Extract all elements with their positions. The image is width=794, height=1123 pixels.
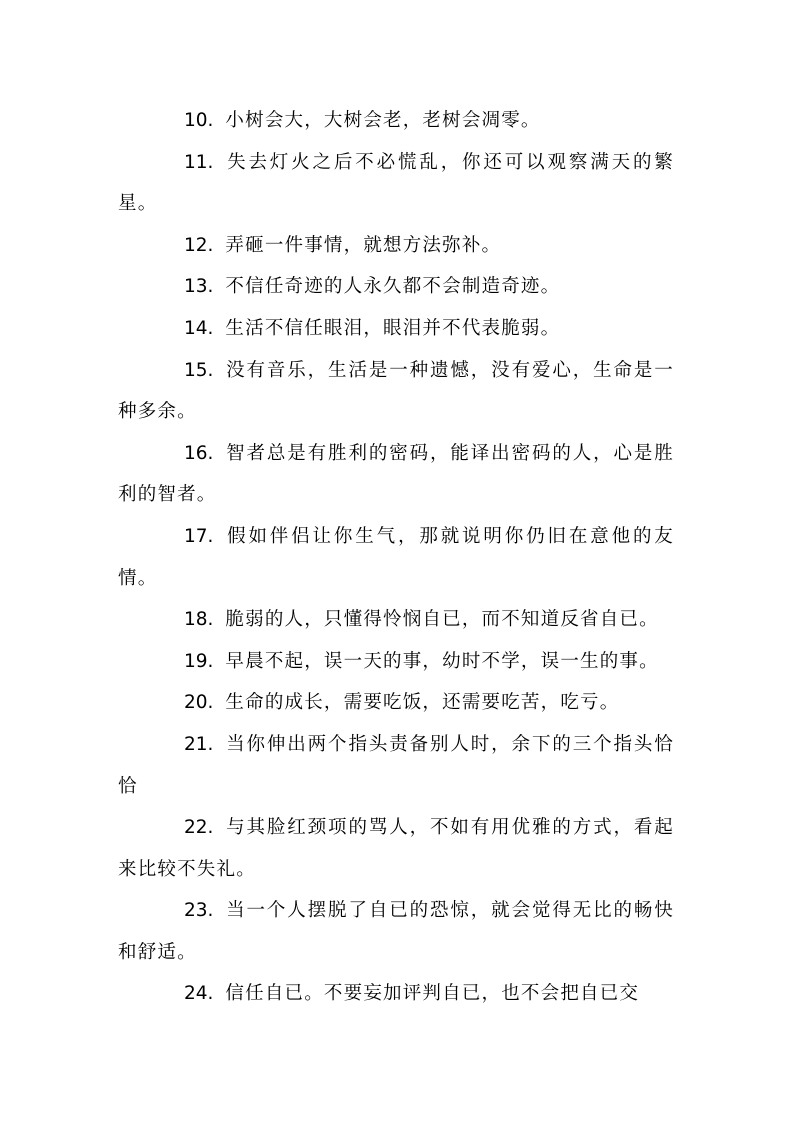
list-item bbox=[118, 516, 674, 599]
list-item bbox=[118, 724, 674, 807]
item-text: 脆弱的人，只懂得怜悯自已，而不知道反省自已。 bbox=[225, 609, 659, 631]
list-item bbox=[118, 433, 674, 516]
item-text: 没有音乐，生活是一种遗憾，没有爱心，生命是一种多余。 bbox=[118, 359, 674, 423]
list-item bbox=[118, 350, 674, 433]
list-item bbox=[118, 890, 674, 973]
list-item bbox=[118, 225, 674, 267]
item-number: 17. bbox=[184, 525, 214, 547]
list-item bbox=[118, 308, 674, 350]
item-number: 14. bbox=[184, 317, 214, 339]
item-text: 弄砸一件事情，就想方法弥补。 bbox=[225, 234, 502, 256]
list-item bbox=[118, 973, 674, 1015]
list-item bbox=[118, 266, 674, 308]
list-item bbox=[118, 142, 674, 225]
item-text: 小树会大，大树会老，老树会凋零。 bbox=[225, 110, 541, 131]
item-text: 智者总是有胜利的密码，能译出密码的人，心是胜利的智者。 bbox=[118, 442, 674, 506]
item-text: 信任自已。不要妄加评判自已，也不会把自已交 bbox=[225, 983, 640, 1005]
item-text: 假如伴侣让你生气，那就说明你仍旧在意他的友情。 bbox=[118, 525, 674, 589]
item-number: 22. bbox=[184, 817, 214, 839]
item-text: 生活不信任眼泪，眼泪并不代表脆弱。 bbox=[225, 317, 561, 339]
list-item bbox=[118, 807, 674, 890]
quote-list bbox=[118, 100, 674, 1015]
list-item bbox=[118, 641, 674, 683]
item-text: 当你伸出两个指头责备别人时，余下的三个指头恰恰 bbox=[118, 733, 674, 797]
item-number: 16. bbox=[184, 442, 214, 464]
item-number: 12. bbox=[184, 234, 214, 256]
list-item bbox=[118, 100, 674, 142]
item-number: 20. bbox=[184, 692, 214, 714]
list-item bbox=[118, 682, 674, 724]
item-number: 13. bbox=[184, 276, 214, 298]
item-number: 19. bbox=[184, 650, 214, 672]
item-text: 当一个人摆脱了自已的恐惊，就会觉得无比的畅快和舒适。 bbox=[118, 900, 674, 963]
item-text: 生命的成长，需要吃饭，还需要吃苦，吃亏。 bbox=[225, 692, 620, 714]
item-text: 与其脸红颈项的骂人，不如有用优雅的方式，看起来比较不失礼。 bbox=[118, 817, 674, 880]
item-text: 早晨不起，误一天的事，幼时不学，误一生的事。 bbox=[225, 650, 659, 672]
item-number: 18. bbox=[184, 609, 214, 631]
item-text: 失去灯火之后不必慌乱，你还可以观察满天的繁星。 bbox=[118, 151, 674, 215]
item-number: 10. bbox=[184, 110, 214, 131]
item-number: 11. bbox=[184, 151, 214, 173]
item-number: 21. bbox=[184, 733, 214, 755]
item-number: 23. bbox=[184, 900, 214, 922]
item-number: 15. bbox=[184, 359, 214, 381]
item-number: 24. bbox=[184, 983, 214, 1005]
list-item bbox=[118, 599, 674, 641]
item-text: 不信任奇迹的人永久都不会制造奇迹。 bbox=[225, 276, 561, 298]
